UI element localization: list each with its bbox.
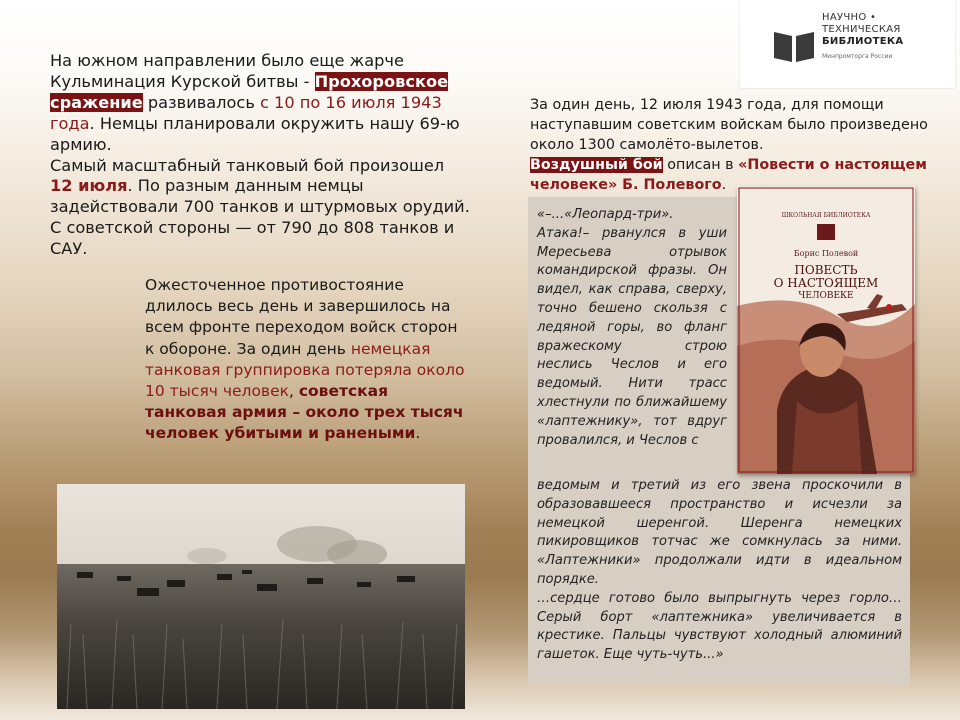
- intro-p4: Самый масштабный танковый бой произошел: [50, 155, 445, 175]
- book-cover-illustration: [737, 186, 915, 474]
- cover-title-line1: ПОВЕСТЬ: [794, 263, 858, 277]
- logo-line4: Минпромторга России: [822, 53, 893, 60]
- cover-title: [737, 264, 915, 303]
- air-battle-text: [530, 95, 930, 195]
- intro-p1: На южном направлении было еще жарче Кульминация Курской битвы -: [50, 51, 404, 91]
- intro-p3: . Немцы планировали окружить нашу 69-ю армию.: [50, 113, 460, 154]
- logo-line3: БИБЛИОТЕКА: [822, 36, 904, 47]
- logo-line1: НАУЧНО: [822, 12, 867, 23]
- logo-text: НАУЧНО • ТЕХНИЧЕСКАЯ БИБЛИОТЕКА Минпромторга России: [822, 12, 903, 63]
- intro-text: [50, 51, 470, 260]
- cover-series: ШКОЛЬНАЯ БИБЛИОТЕКА: [781, 212, 871, 219]
- air-p2: описан в: [662, 157, 739, 173]
- quote-part1: «–...«Леопард-три». Атака!– рванулся в уши Мересьева отрывок командирской фразы. Он видел, как справа, сверху, точно бешено скользя с ледяной горы, во фланг вражескому строю неслись Чеслов и его ведомый. Нити трасс хлестнули по ближайшему «лаптежнику», тот вдруг провалился, и Чеслов с: [537, 207, 727, 448]
- german-losses: немецкая танковая группировка потеряла около 10 тысяч человек: [145, 339, 465, 401]
- library-logo: [740, 0, 955, 88]
- air-end: .: [721, 177, 727, 193]
- battlefield-illustration: [57, 484, 465, 709]
- cover-title-line3: ЧЕЛОВЕКЕ: [798, 291, 854, 301]
- cover-author: Борис Полевой: [793, 249, 859, 258]
- battle-p1: Ожесточенное противостояние длилось весь день и завершилось на всем фронте переходом войск сторон к обороне. За один день: [145, 276, 458, 358]
- logo-line2: ТЕХНИЧЕСКАЯ: [822, 24, 901, 35]
- soviet-losses: советская танковая армия – около трех тысяч человек убитыми и ранеными: [145, 382, 464, 443]
- cover-title-line2: О НАСТОЯЩЕМ: [773, 276, 879, 290]
- battle-dates: с 10 по 16 июля 1943 года: [50, 92, 442, 133]
- battle-comma: ,: [288, 382, 299, 401]
- quote-part3: …сердце готово было выпрыгнуть через горло… Серый борт «лаптежника» увеличивается в крестике. Пальцы чувствуют холодный алюминий гашеток. Еще чуть-чуть...»: [537, 590, 902, 663]
- intro-p2: развивалось: [142, 92, 261, 112]
- prokhorovka-highlight: Прохоровское сражение: [50, 71, 449, 112]
- air-p1: За один день, 12 июля 1943 года, для помощи наступавшим советским войскам было произведено около 1300 самолёто-вылетов.: [530, 97, 928, 153]
- battlefield-photo: [57, 484, 465, 709]
- air-battle-highlight: Воздушный бой: [530, 157, 663, 173]
- book-logo-icon: [772, 28, 816, 62]
- quote-continuation: [537, 477, 902, 665]
- battle-end: .: [415, 424, 421, 443]
- july-12-highlight: 12 июля: [50, 176, 128, 196]
- book-title-highlight: «Повести о настоящем человеке» Б. Полевого: [530, 157, 927, 193]
- battle-outcome-text: [145, 275, 470, 445]
- intro-p5: . По разным данным немцы задействовали 700 танков и штурмовых орудий. С советской стороны — от 790 до 808 танков и САУ.: [50, 176, 470, 259]
- book-cover: [737, 186, 915, 474]
- quote-part2: ведомым и третий из его звена проскочили в образовавшееся пространство и исчезли за немецкой шеренгой. Шеренга немецких пикировщиков тотчас же сомкнулась за ними. «Лаптежники» продолжали идти в идеальном порядке.: [537, 478, 902, 587]
